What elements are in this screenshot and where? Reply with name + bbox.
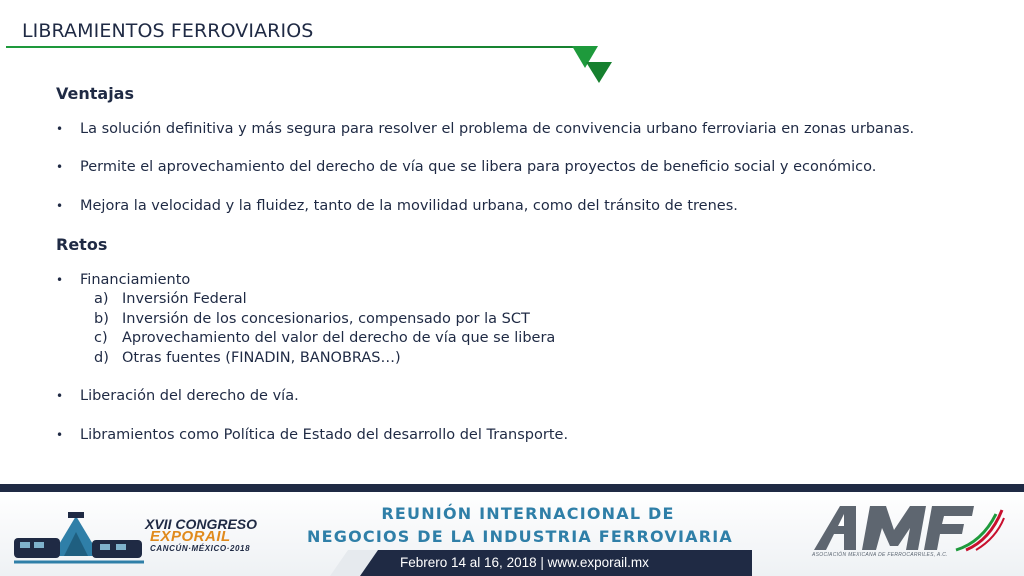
list-item bbox=[56, 271, 1006, 369]
bullet-text: Permite el aprovechamiento del derecho de vía que se libera para proyectos de beneficio social y económico. bbox=[80, 159, 877, 175]
sub-item-text: Aprovechamiento del valor del derecho de vía que se libera bbox=[122, 330, 556, 346]
slide-content bbox=[56, 84, 1006, 464]
sub-item-text: Inversión de los concesionarios, compensado por la SCT bbox=[122, 310, 530, 327]
bullet-text: Financiamiento bbox=[80, 271, 191, 288]
list-item bbox=[56, 387, 1006, 407]
footer-stripes-decoration bbox=[330, 550, 400, 576]
footer-banner bbox=[0, 484, 1024, 576]
sub-list-item bbox=[94, 310, 1006, 330]
sub-item-letter: a) bbox=[94, 291, 109, 307]
bullet-text: La solución definitiva y más segura para resolver el problema de convivencia urbano ferroviaria en zonas urbanas. bbox=[80, 120, 915, 137]
congress-title: XVII CONGRESO bbox=[145, 516, 258, 532]
list-item bbox=[56, 120, 1006, 140]
bullet-text: Libramientos como Política de Estado del desarrollo del Transporte. bbox=[80, 426, 569, 443]
event-title-line2: NEGOCIOS DE LA INDUSTRIA FERROVIARIA bbox=[307, 527, 733, 546]
sub-item-letter: d) bbox=[94, 349, 109, 366]
list-item bbox=[56, 426, 1006, 446]
congress-location: CANCÚN·MÉXICO·2018 bbox=[150, 544, 251, 553]
event-title-line1: REUNIÓN INTERNACIONAL DE bbox=[381, 504, 675, 523]
section-heading-ventajas: Ventajas bbox=[56, 84, 134, 103]
footer-top-bar bbox=[0, 484, 1024, 492]
bullet-text: Mejora la velocidad y la fluidez, tanto de la movilidad urbana, como del tránsito de trenes. bbox=[80, 197, 738, 214]
bullet-icon: • bbox=[56, 198, 64, 213]
sub-item-text: Otras fuentes (FINADIN, BANOBRAS…) bbox=[122, 349, 401, 366]
section-heading-retos: Retos bbox=[56, 235, 108, 254]
sub-item-text: Inversión Federal bbox=[122, 291, 247, 307]
sub-list-item bbox=[94, 329, 1006, 349]
bullet-icon: • bbox=[56, 389, 64, 403]
bullet-text: Liberación del derecho de vía. bbox=[80, 388, 299, 404]
amf-caption: ASOCIACIÓN MEXICANA DE FERROCARRILES, A.C. bbox=[812, 552, 948, 558]
event-date-banner: Febrero 14 al 16, 2018 | www.exporail.mx bbox=[392, 550, 752, 576]
sub-item-letter: b) bbox=[94, 310, 109, 327]
bullet-icon: • bbox=[56, 272, 64, 287]
amf-logo-icon bbox=[806, 498, 1006, 554]
sub-list-item bbox=[94, 290, 1006, 310]
slide-title: LIBRAMIENTOS FERROVIARIOS bbox=[22, 20, 314, 42]
bullet-icon: • bbox=[56, 121, 64, 136]
double-chevron-icon bbox=[572, 46, 614, 84]
bullet-icon: • bbox=[56, 160, 64, 174]
list-item bbox=[56, 158, 1006, 178]
bullet-icon: • bbox=[56, 427, 64, 442]
exporail-logo-icon bbox=[12, 506, 146, 568]
congress-brand: EXPORAIL bbox=[150, 528, 231, 545]
sub-item-letter: c) bbox=[94, 330, 108, 346]
sub-list bbox=[80, 290, 1006, 368]
list-item bbox=[56, 197, 1006, 217]
sub-list-item bbox=[94, 349, 1006, 369]
title-underline bbox=[6, 46, 596, 48]
